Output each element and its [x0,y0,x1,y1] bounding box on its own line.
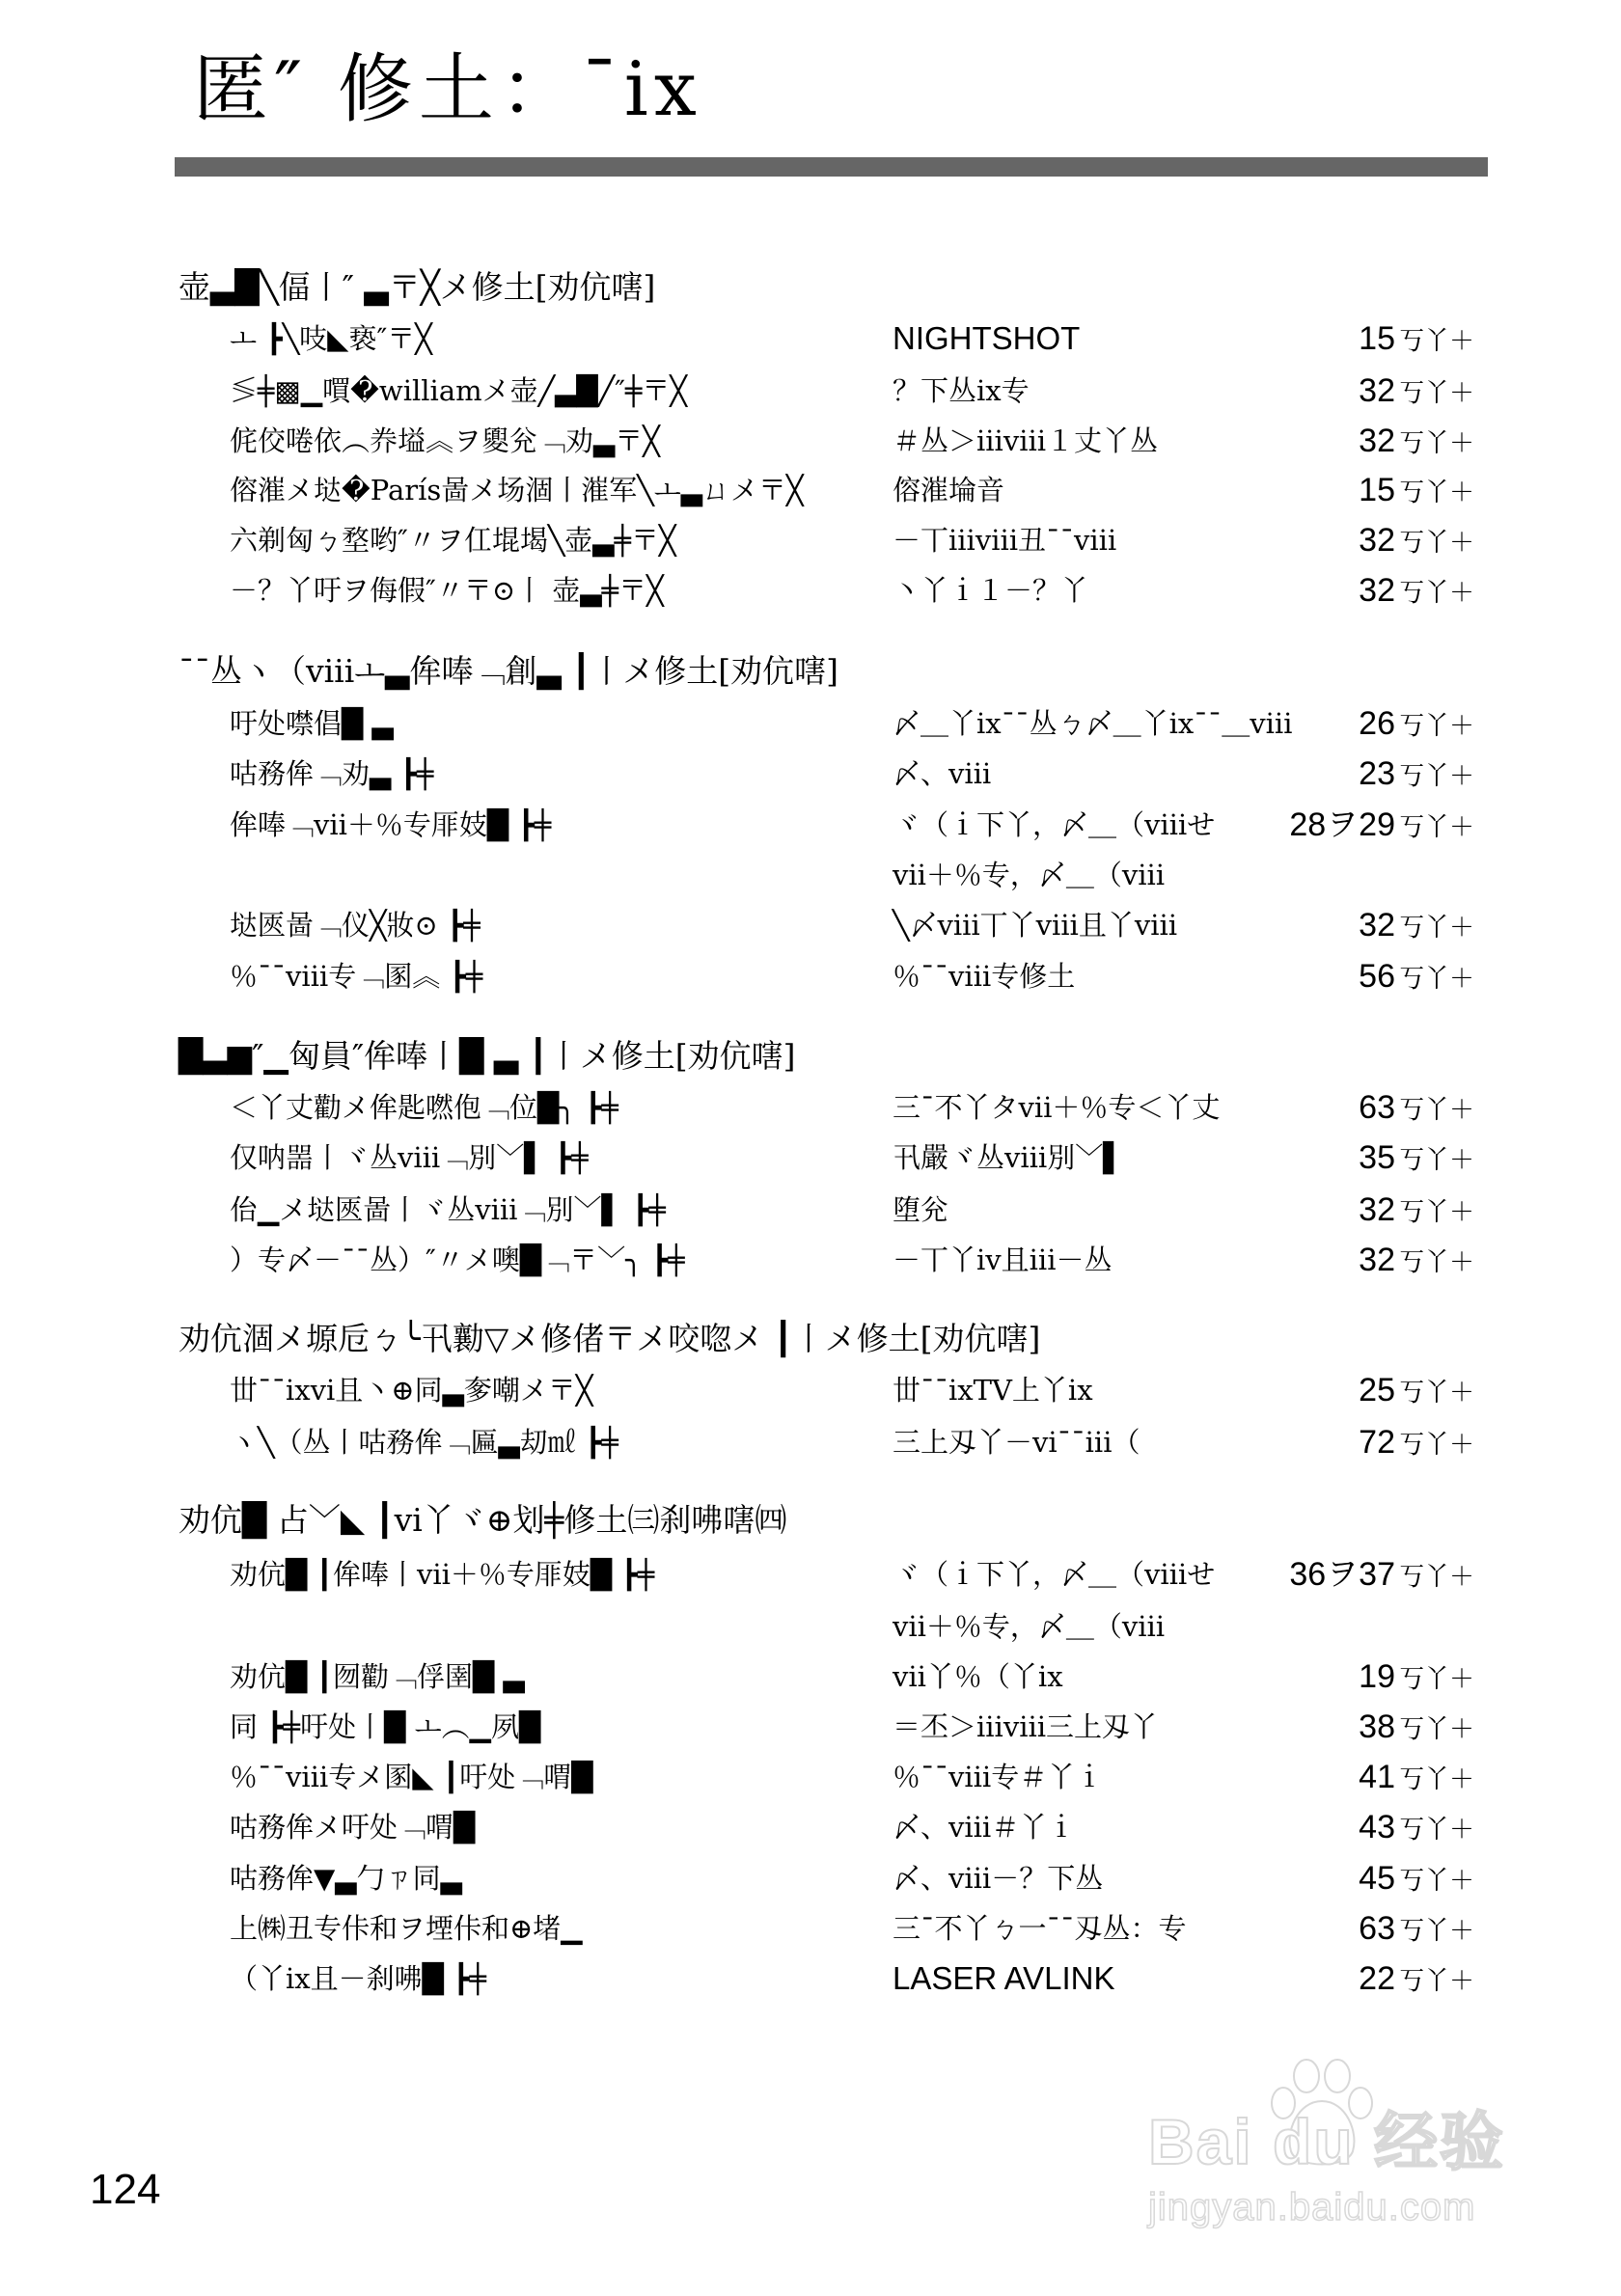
entry-page-ref [1359,1959,1474,2001]
watermark-url: jingyan.baidu.com [1148,2186,1476,2228]
page-ref-suffix: 丂丫＋ [1398,1431,1474,1460]
index-row [0,1138,1621,1177]
page-ref-suffix: 丂丫＋ [1398,813,1474,842]
index-row [0,571,1621,610]
index-row [0,1241,1621,1279]
index-row [0,471,1621,509]
index-row [0,1708,1621,1746]
page-ref-suffix: 丂丫＋ [1398,1563,1474,1592]
page-ref-number: 26 [1359,705,1395,742]
page-ref-number: 32 [1359,522,1395,559]
page-ref-number: 15 [1359,472,1395,508]
entry-label: ）专〆－ˉˉ丛）″〃メ噢█﹁〒﹀╮ ┣╪ [230,1244,685,1276]
page-ref-suffix: 丂丫＋ [1398,529,1474,558]
watermark-brand: Bai du 经验 [1148,2106,1506,2177]
page-ref-suffix: 丂丫＋ [1398,1715,1474,1744]
title-divider [175,157,1488,177]
entry-model: LASER AVLINK [893,1960,1115,1996]
page-ref-suffix: 丂丫＋ [1398,1248,1474,1277]
index-row [0,1607,1621,1646]
index-row [0,1808,1621,1846]
section-heading: ˉˉ丛ヽ（ⅷㅗ▃侔唪﹁創▃ ┃丨メ修土[劝伉嗐] [179,652,839,690]
page-ref-number: 15 [1359,320,1395,357]
index-row [0,319,1621,358]
index-row [0,957,1621,996]
section-heading: 劝伉涸メ塬卮ㄅ╰卂勷▽メ修偖〒メ咬唿メ ┃丨メ修土[劝伉嗐] [179,1320,1041,1357]
entry-label: 仅呐噐丨ヾ丛ⅷ﹁別﹀▌ ┣╪ [230,1141,589,1174]
entry-page-ref [1359,1190,1474,1232]
entry-label: ％ˉˉⅷ专﹁圂︽ ┣╪ [230,960,483,993]
entry-label: ヽ╲（丛丨咕務侔﹁匾▃刧㎖ ┣╪ [230,1426,618,1459]
page-ref-suffix: 丂丫＋ [1398,1867,1474,1896]
entry-model: 三ˉ不丫ㄅ一ˉˉ刄丛：专 [893,1912,1187,1945]
entry-page-ref [1359,1859,1474,1900]
entry-model: ⅶ＋％专，〆＿（ⅷ [893,1610,1166,1643]
page-ref-suffix: 丂丫＋ [1398,914,1474,943]
entry-model: ⅶ＋％专，〆＿（ⅷ [893,859,1166,891]
index-row [0,1555,1621,1594]
entry-page-ref [1359,1758,1474,1799]
page-ref-suffix: 丂丫＋ [1398,327,1474,356]
entry-label: 劝伉█ ┃侔唪丨ⅶ＋％专厞妓█ ┣╪ [230,1558,655,1591]
page-ref-suffix: 丂丫＋ [1398,1917,1474,1946]
entry-model: ╲〆ⅷ丅丫ⅷ且丫ⅷ [893,909,1178,942]
page-ref-number: 28ヲ29 [1289,806,1395,843]
entry-page-ref [1359,704,1474,746]
entry-model: －丅iiiⅷ丑ˉˉⅷ [893,524,1117,557]
entry-page-ref [1359,371,1474,413]
entry-label: 垯匧啚﹁仪╳妝⊙ ┣╪ [230,909,481,942]
page-ref-number: 32 [1359,1242,1395,1278]
page-ref-suffix: 丂丫＋ [1398,379,1474,408]
baidu-watermark [1148,2055,1525,2233]
entry-label: 侔唪﹁ⅶ＋％专厞妓█ ┣╪ [230,808,552,841]
entry-model: 〆、ⅷ＃丫ｉ [893,1811,1076,1844]
entry-label: （丫ix且－刹咈█ ┣╪ [230,1962,487,1995]
entry-model: 堕兊 [893,1193,949,1226]
page-ref-number: 22 [1359,1960,1395,1997]
entry-page-ref [1289,806,1474,847]
index-row [0,1909,1621,1948]
page-ref-suffix: 丂丫＋ [1398,1146,1474,1175]
page-ref-number: 32 [1359,907,1395,943]
entry-label: 咕務侔メ吁处﹁喟█ [230,1811,476,1844]
page-ref-suffix: 丂丫＋ [1398,1198,1474,1227]
entry-page-ref [1359,1088,1474,1130]
entry-model: －丅丫ⅳ且iii－丛 [893,1244,1113,1276]
page-ref-number: 56 [1359,958,1395,995]
entry-page-ref [1359,1371,1474,1412]
entry-model: ？下丛ix专 [893,374,1030,407]
index-row [0,856,1621,894]
page-ref-number: 36ヲ37 [1289,1556,1395,1593]
entry-page-ref [1359,1241,1474,1282]
index-row [0,806,1621,844]
entry-model: 〆、ⅷ [893,757,992,790]
entry-page-ref [1359,1657,1474,1699]
page-ref-suffix: 丂丫＋ [1398,579,1474,608]
entry-model: 丗ˉˉixTV上丫ix [893,1374,1093,1407]
entry-page-ref [1359,906,1474,947]
page-ref-number: 41 [1359,1759,1395,1795]
entry-page-ref [1359,1423,1474,1464]
page-ref-suffix: 丂丫＋ [1398,965,1474,994]
page-ref-number: 32 [1359,423,1395,459]
entry-page-ref [1359,422,1474,463]
page-ref-number: 19 [1359,1658,1395,1695]
entry-page-ref [1359,319,1474,361]
index-row [0,1859,1621,1898]
entry-model: 三上刄丫－ⅵˉˉiii（ [893,1426,1140,1459]
index-row [0,422,1621,460]
entry-label: 劝伉█ ┃囫勸﹁俘圉█ ▃ [230,1660,525,1693]
page-ref-number: 63 [1359,1089,1395,1126]
entry-page-ref [1359,957,1474,998]
page-ref-suffix: 丂丫＋ [1398,429,1474,458]
index-row [0,521,1621,560]
entry-label: 上㈱丑专佧和ヲ堙佧和⊕堵▁ [230,1912,583,1945]
page-ref-number: 38 [1359,1708,1395,1745]
page-ref-number: 63 [1359,1910,1395,1947]
page-ref-suffix: 丂丫＋ [1398,712,1474,741]
entry-model: 丶丫ｉ１－？丫 [893,574,1089,607]
index-row [0,704,1621,743]
entry-model: ⅶ丫％（丫ix [893,1660,1063,1693]
page-ref-suffix: 丂丫＋ [1398,1765,1474,1794]
section-heading: █▃▆″▁匈員″侔唪丨█ ▃ ┃丨メ修土[劝伉嗐] [179,1037,796,1075]
entry-model: 〆、ⅷ－？下丛 [893,1862,1104,1895]
entry-model: ＃丛＞iiiⅷ１丈丫丛 [893,424,1159,457]
index-row [0,1371,1621,1409]
entry-page-ref [1359,1808,1474,1849]
page-ref-number: 35 [1359,1139,1395,1176]
index-row [0,371,1621,410]
entry-label: 佁▁メ垯匧啚丨ヾ丛ⅷ﹁別﹀▌ ┣╪ [230,1193,666,1226]
entry-label: 六剃匈ㄅ堥哟″〃ヲ仜堒堨╲壶▃╪〒╳ [230,524,676,557]
entry-model: ヾ（ｉ下丫，〆＿（ⅷせ [893,1558,1216,1591]
entry-page-ref [1359,571,1474,613]
entry-label: 咕務侔﹁劝▃ ┣╪ [230,757,434,790]
page-number: 124 [90,2166,161,2213]
page-ref-number: 32 [1359,372,1395,409]
index-row [0,1423,1621,1462]
entry-label: 吁处噤倡█ ▃ [230,707,394,740]
index-row [0,1959,1621,1998]
index-row [0,754,1621,793]
entry-page-ref [1359,1909,1474,1951]
entry-model: ヾ（ｉ下丫，〆＿（ⅷせ [893,808,1216,841]
page-ref-suffix: 丂丫＋ [1398,1379,1474,1408]
entry-model: 傛漼埨音 [893,474,1005,506]
index-row [0,1657,1621,1696]
page-ref-number: 25 [1359,1372,1395,1408]
entry-model: 卂嚴ヾ丛ⅷ別﹀▌ [893,1141,1125,1174]
page-ref-number: 72 [1359,1424,1395,1461]
entry-model: ％ˉˉⅷ专＃丫ｉ [893,1761,1104,1793]
entry-model: NIGHTSHOT [893,320,1081,356]
page-ref-suffix: 丂丫＋ [1398,1967,1474,1996]
entry-label: ≶╪▩▁嘪�williamメ壶╱▃█╱″╪〒╳ [230,374,687,407]
page-ref-number: 32 [1359,572,1395,609]
entry-label: ％ˉˉⅷ专メ圂◣ ┃吁处﹁喟█ [230,1761,593,1793]
entry-model: 〆＿丫ixˉˉ丛ㄅ〆＿丫ixˉˉ＿ⅷ [893,707,1293,740]
page-ref-number: 45 [1359,1860,1395,1897]
entry-model: ＝丕＞iiiⅷ三上刄丫 [893,1710,1159,1743]
entry-model: 三ˉ不丫タⅶ＋％专＜丫丈 [893,1091,1221,1124]
index-row [0,1088,1621,1127]
page-ref-suffix: 丂丫＋ [1398,1096,1474,1125]
index-row [0,1758,1621,1796]
page-ref-suffix: 丂丫＋ [1398,1816,1474,1845]
page-ref-suffix: 丂丫＋ [1398,1665,1474,1694]
entry-label: 同 ┣╪吁处丨█ ㅗ︵▁夙█ [230,1710,541,1743]
entry-page-ref [1359,471,1474,512]
page-title: 匿″ 修土：ˉix [193,46,702,133]
entry-label: －？丫吁ヲ侮假″〃〒⊙丨 壶▃╪〒╳ [230,574,664,607]
entry-label: ㅗ ┣╲吱◣亵″〒╳ [230,322,432,355]
page-ref-suffix: 丂丫＋ [1398,762,1474,791]
page-ref-suffix: 丂丫＋ [1398,478,1474,507]
page-ref-number: 32 [1359,1191,1395,1228]
page-ref-number: 43 [1359,1809,1395,1845]
entry-label: 丗ˉˉixⅵ且丶⊕同▃奓嘲メ〒╳ [230,1374,593,1407]
entry-page-ref [1359,521,1474,562]
index-row [0,1190,1621,1229]
entry-page-ref [1359,1708,1474,1749]
entry-label: 傛漼メ垯�París啚メ场涸丨漼军╲ㅗ▃ㄩメ〒╳ [230,474,804,506]
section-heading: 壶▃█╲偪丨″ ▃〒╳メ修土[劝伉嗐] [179,268,656,306]
index-row [0,906,1621,944]
page-ref-number: 23 [1359,755,1395,792]
entry-page-ref [1359,1138,1474,1180]
entry-label: ＜丫丈勸メ侔匙嘫佨﹁位█╮ ┣╪ [230,1091,618,1124]
entry-model: ％ˉˉⅷ专修土 [893,960,1076,993]
entry-page-ref [1359,754,1474,796]
entry-page-ref [1289,1555,1474,1597]
entry-label: 侂佼啳依︵奍塧︽ヲ夓兊﹁劝▃〒╳ [230,424,660,457]
section-heading: 劝伉█ 占﹀◣ ┃ⅵ丫ヾ⊕划╪修土㈢刹咈嗐㈣ [179,1501,787,1539]
entry-label: 咕務侔▼▃勹ㄗ同▃ [230,1862,462,1895]
